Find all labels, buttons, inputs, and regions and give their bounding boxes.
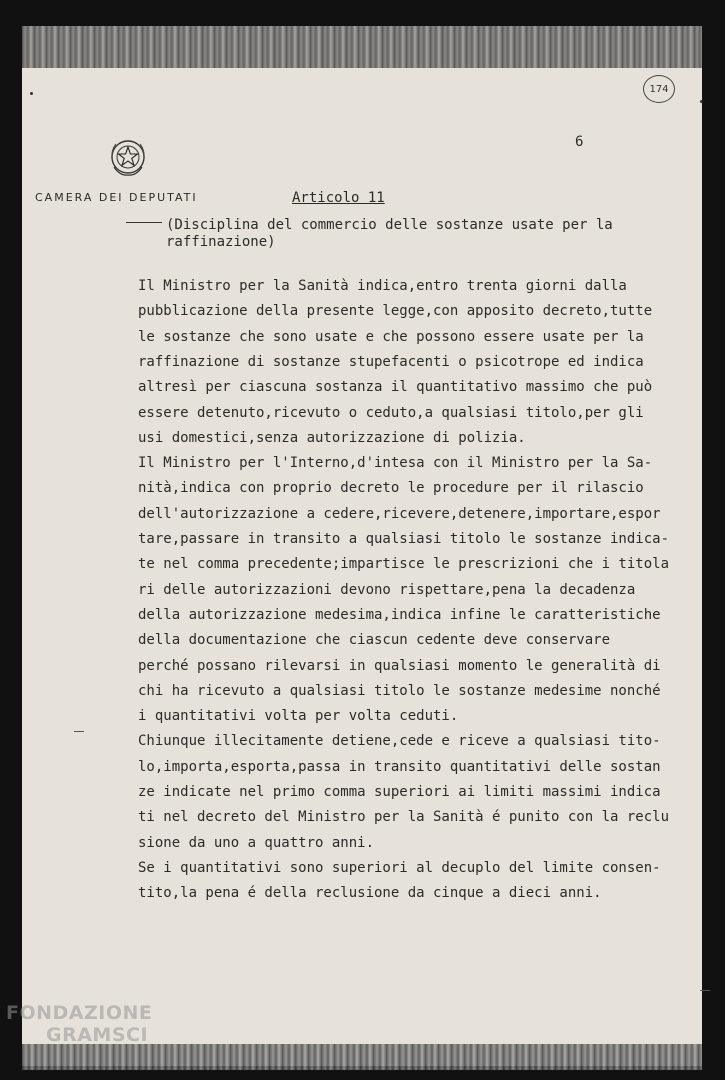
watermark-line-1: FONDAZIONE bbox=[6, 1002, 153, 1024]
body-line: dell'autorizzazione a cedere,ricevere,detenere,importare,espor bbox=[138, 505, 661, 522]
body-line: ti nel decreto del Ministro per la Sanità é punito con la reclu bbox=[138, 809, 670, 826]
body-line: Se i quantitativi sono superiori al decuplo del limite consen- bbox=[138, 859, 661, 876]
scan-edge-bottom bbox=[22, 1044, 702, 1070]
body-line: te nel comma precedente;impartisce le prescrizioni che i titola bbox=[138, 556, 670, 573]
paper-speck bbox=[700, 100, 703, 103]
body-line: altresì per ciascuna sostanza il quantitativo massimo che può bbox=[138, 379, 653, 396]
watermark-line-2: GRAMSCI bbox=[46, 1024, 149, 1046]
body-line: perché possano rilevarsi in qualsiasi momento le generalità di bbox=[138, 657, 661, 674]
body-line: tito,la pena é della reclusione da cinque a dieci anni. bbox=[138, 885, 602, 902]
fondazione-gramsci-watermark bbox=[6, 1002, 152, 1046]
body-line: Il Ministro per la Sanità indica,entro trenta giorni dalla bbox=[138, 278, 627, 294]
institution-heading: CAMERA DEI DEPUTATI bbox=[35, 191, 198, 204]
body-line: nità,indica con proprio decreto le procedure per il rilascio bbox=[138, 480, 644, 497]
body-line: chi ha ricevuto a qualsiasi titolo le sostanze medesime nonché bbox=[138, 682, 661, 699]
archive-stamp: 174 bbox=[643, 75, 675, 103]
margin-mark bbox=[74, 731, 84, 732]
body-line: lo,importa,esporta,passa in transito quantitativi delle sostan bbox=[138, 758, 661, 775]
scan-edge-top bbox=[22, 26, 702, 68]
body-line: ze indicate nel primo comma superiori ai limiti massimi indica bbox=[138, 784, 661, 800]
body-line: le sostanze che sono usate e che possono essere usate per la bbox=[138, 328, 644, 345]
body-line: raffinazione di sostanze stupefacenti o psicotrope ed indica bbox=[138, 353, 644, 370]
article-title: Articolo 11 bbox=[292, 190, 385, 206]
page-number: 6 bbox=[575, 134, 584, 150]
divider bbox=[126, 222, 162, 223]
body-line: Chiunque illecitamente detiene,cede e riceve a qualsiasi tito- bbox=[138, 733, 661, 750]
margin-mark bbox=[700, 990, 710, 991]
body-line: della documentazione che ciascun cedente deve conservare bbox=[138, 632, 611, 649]
paper-speck bbox=[30, 92, 33, 95]
body-line: Il Ministro per l'Interno,d'intesa con il Ministro per la Sa- bbox=[138, 455, 653, 472]
body-line: essere detenuto,ricevuto o ceduto,a qualsiasi titolo,per gli bbox=[138, 404, 644, 421]
body-line: della autorizzazione medesima,indica infine le caratteristiche bbox=[138, 606, 661, 623]
body-line: usi domestici,senza autorizzazione di polizia. bbox=[138, 429, 526, 446]
body-line: tare,passare in transito a qualsiasi titolo le sostanze indica- bbox=[138, 531, 670, 547]
article-subtitle: (Disciplina del commercio delle sostanze usate per la raffinazione) bbox=[166, 217, 613, 250]
body-line: i quantitativi volta per volta ceduti. bbox=[138, 708, 459, 725]
italian-republic-emblem-icon bbox=[108, 136, 148, 178]
body-line: pubblicazione della presente legge,con apposito decreto,tutte bbox=[138, 303, 653, 320]
body-line: ri delle autorizzazioni devono rispettare,pena la decadenza bbox=[138, 581, 636, 598]
body-line: sione da uno a quattro anni. bbox=[138, 834, 375, 851]
